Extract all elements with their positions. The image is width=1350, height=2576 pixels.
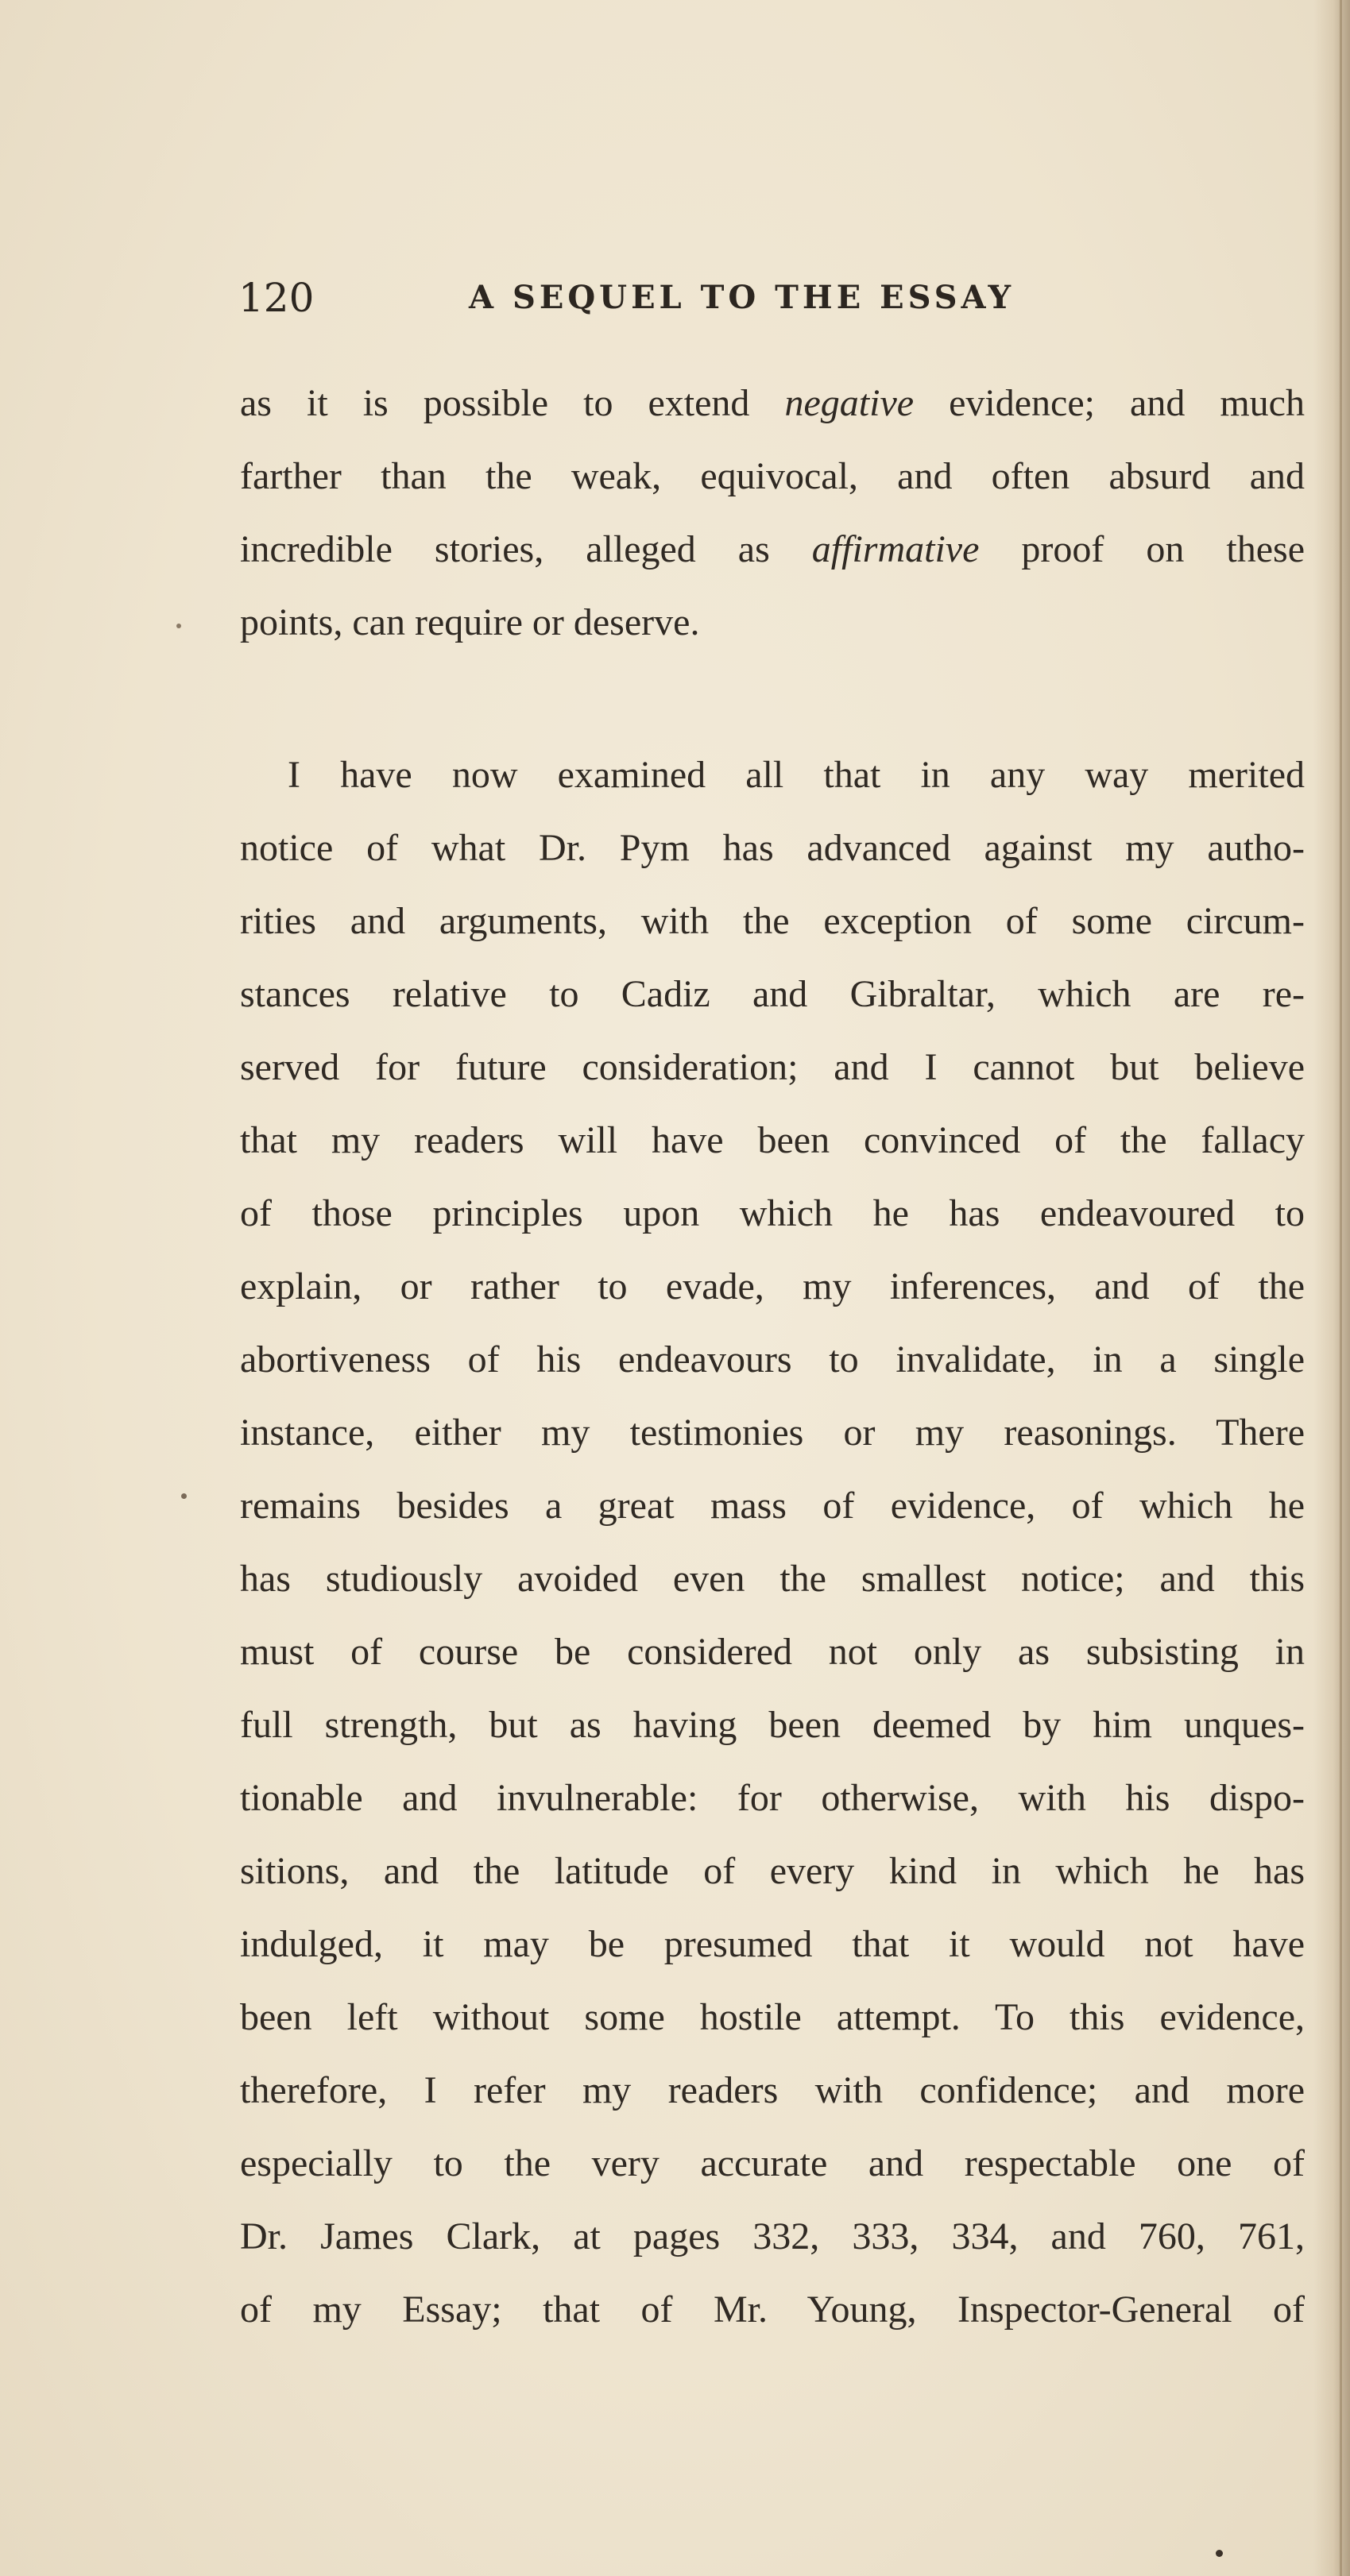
line-text: points, can require or deserve. [240, 601, 700, 643]
text-line [240, 1177, 1305, 1250]
running-head: A SEQUEL TO THE ESSAY [469, 279, 1015, 316]
line-text: remains besides a great mass of evidence, of which he [240, 1485, 1305, 1527]
line-text: explain, or rather to evade, my inferences, and of the [240, 1265, 1305, 1307]
stray-mark [181, 1493, 187, 1499]
line-text: especially to the very accurate and respectable one of [240, 2142, 1305, 2184]
text-line [240, 440, 1305, 513]
text-line [240, 812, 1305, 885]
line-text: notice of what Dr. Pym has advanced against my autho- [240, 827, 1305, 869]
text-line [240, 2054, 1305, 2127]
stray-mark [176, 624, 181, 628]
text-line [240, 958, 1305, 1031]
line-text: tionable and invulnerable: for otherwise, with his dispo- [240, 1777, 1305, 1819]
text-line [240, 739, 1305, 812]
text-line [240, 367, 1305, 440]
text-line [240, 1981, 1305, 2054]
line-text: Dr. James Clark, at pages 332, 333, 334, and 760, 761, [240, 2215, 1305, 2257]
text-line [240, 1762, 1305, 1835]
line-text: must of course be considered not only as subsisting in [240, 1631, 1305, 1673]
paragraph [240, 367, 1305, 659]
text-line [240, 1323, 1305, 1396]
body-text [240, 367, 1305, 2346]
paragraph [240, 739, 1305, 2346]
line-text: sitions, and the latitude of every kind in which he has [240, 1850, 1305, 1892]
italic-word: affirmative [811, 528, 980, 570]
text-line [240, 2273, 1305, 2346]
line-text: of those principles upon which he has endeavoured to [240, 1192, 1305, 1234]
text-line [240, 1835, 1305, 1908]
line-text: therefore, I refer my readers with confidence; and more [240, 2069, 1305, 2111]
page-number: 120 [238, 275, 315, 321]
text-line [240, 1616, 1305, 1689]
line-text: as it is possible to extend [240, 382, 785, 424]
line-text: indulged, it may be presumed that it would not have [240, 1923, 1305, 1965]
line-text: that my readers will have been convinced of the fallacy [240, 1119, 1305, 1161]
page-edge [1340, 0, 1342, 2576]
line-text: served for future consideration; and I cannot but believe [240, 1046, 1305, 1088]
line-text: evidence; and much [914, 382, 1305, 424]
text-line [240, 1543, 1305, 1616]
text-line [240, 2200, 1305, 2273]
text-line [240, 2127, 1305, 2200]
text-line [240, 1031, 1305, 1104]
text-line [240, 1104, 1305, 1177]
text-line [240, 586, 1305, 659]
line-text: rities and arguments, with the exception of some circum- [240, 900, 1305, 942]
line-text: I have now examined all that in any way merited [288, 754, 1305, 796]
italic-word: negative [784, 382, 915, 424]
line-text: incredible stories, alleged as [240, 528, 812, 570]
text-line [240, 1908, 1305, 1981]
line-text: proof on these [979, 528, 1306, 570]
text-line [240, 1250, 1305, 1323]
stray-dot [1216, 2550, 1223, 2557]
line-text: full strength, but as having been deemed by him unques- [240, 1704, 1305, 1746]
text-line [240, 1396, 1305, 1470]
line-text: has studiously avoided even the smallest notice; and this [240, 1558, 1305, 1600]
line-text: abortiveness of his endeavours to invalidate, in a single [240, 1338, 1305, 1381]
text-line [240, 1689, 1305, 1762]
line-text: of my Essay; that of Mr. Young, Inspector-General of [240, 2288, 1305, 2331]
text-line [240, 513, 1305, 586]
page-header [238, 270, 1081, 326]
line-text: farther than the weak, equivocal, and often absurd and [240, 455, 1305, 497]
paragraph-gap [240, 659, 1305, 739]
spine-shadow [1313, 0, 1350, 2576]
line-text: been left without some hostile attempt. To this evidence, [240, 1996, 1305, 2038]
text-line [240, 885, 1305, 958]
text-line [240, 1470, 1305, 1543]
line-text: stances relative to Cadiz and Gibraltar, which are re- [240, 973, 1305, 1015]
line-text: instance, either my testimonies or my reasonings. There [240, 1412, 1305, 1454]
